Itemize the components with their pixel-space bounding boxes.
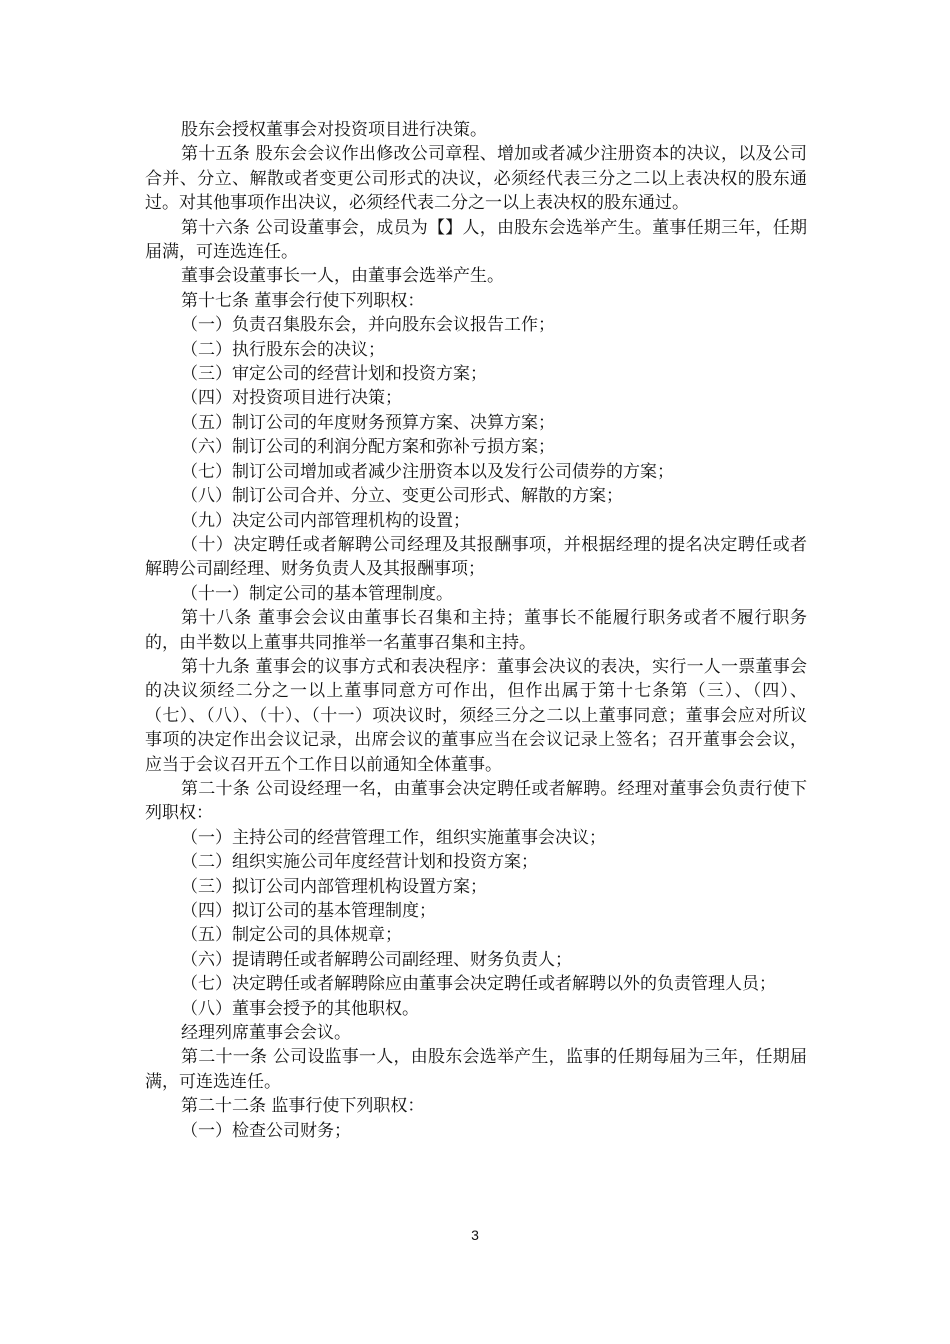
list-item: （六）制订公司的利润分配方案和弥补亏损方案； — [181, 437, 555, 458]
list-item: （五）制定公司的具体规章； — [181, 925, 402, 946]
list-item: （二）执行股东会的决议； — [181, 339, 385, 360]
page-number: 3 — [471, 1227, 479, 1243]
article-17: 第十七条 董事会行使下列职权： — [181, 290, 425, 311]
article-20: 第二十条 公司设经理一名，由董事会决定聘任或者解聘。经理对董事会负责行使下列职权： — [145, 778, 807, 824]
list-item: （三）审定公司的经营计划和投资方案； — [181, 364, 487, 385]
article-22: 第二十二条 监事行使下列职权： — [181, 1096, 425, 1117]
paragraph: 董事会设董事长一人，由董事会选举产生。 — [181, 266, 504, 287]
article-19: 第十九条 董事会的议事方式和表决程序：董事会决议的表决，实行一人一票董事会的决议须经二分之一以上董事同意方可作出，但作出属于第十七条第（三）、（四）、（七）、（八）、（十）、（十一）项决议时，须经三分之二以上董事同意；董事会应对所议事项的决定作出会议记录，出席会议的董事应当在会议记录上签名；召开董事会会议，应当于会议召开五个工作日以前通知全体董事。 — [145, 656, 807, 775]
list-item: （四）拟订公司的基本管理制度； — [181, 901, 436, 921]
list-item: （八）董事会授予的其他职权。 — [181, 998, 419, 1019]
list-item: （七）决定聘任或者解聘除应由董事会决定聘任或者解聘以外的负责管理人员； — [181, 974, 776, 995]
list-item: （一）主持公司的经营管理工作，组织实施董事会决议； — [181, 827, 606, 848]
list-item: （一）检查公司财务； — [181, 1120, 351, 1141]
list-item: （十一）制定公司的基本管理制度。 — [181, 583, 453, 604]
paragraph: 经理列席董事会会议。 — [181, 1023, 351, 1044]
article-18: 第十八条 董事会会议由董事长召集和主持；董事长不能履行职务或者不履行职务的，由半数以上董事共同推举一名董事召集和主持。 — [145, 608, 807, 653]
list-item: （七）制订公司增加或者减少注册资本以及发行公司债券的方案； — [181, 461, 674, 482]
article-15: 第十五条 股东会会议作出修改公司章程、增加或者减少注册资本的决议，以及公司合并、分立、解散或者变更公司形式的决议，必须经代表三分之二以上表决权的股东通过。对其他事项作出决议，必须经代表二分之一以上表决权的股东通过。 — [145, 144, 807, 214]
list-item: （六）提请聘任或者解聘公司副经理、财务负责人； — [181, 949, 572, 970]
list-item: （一）负责召集股东会，并向股东会议报告工作； — [181, 315, 555, 336]
paragraph: 股东会授权董事会对投资项目进行决策。 — [181, 120, 487, 140]
list-item: （四）对投资项目进行决策； — [181, 388, 402, 409]
list-item: （八）制订公司合并、分立、变更公司形式、解散的方案； — [181, 486, 623, 507]
document-body — [145, 118, 807, 1143]
list-item: （五）制订公司的年度财务预算方案、决算方案； — [181, 412, 555, 433]
list-item: （九）决定公司内部管理机构的设置； — [181, 510, 470, 531]
list-item: （三）拟订公司内部管理机构设置方案； — [181, 876, 487, 897]
article-16: 第十六条 公司设董事会，成员为【】人，由股东会选举产生。董事任期三年，任期届满，可连选连任。 — [145, 217, 807, 263]
article-21: 第二十一条 公司设监事一人，由股东会选举产生，监事的任期每届为三年，任期届满，可连选连任。 — [145, 1047, 807, 1092]
list-item: （二）组织实施公司年度经营计划和投资方案； — [181, 852, 538, 873]
list-item: （十）决定聘任或者解聘公司经理及其报酬事项，并根据经理的提名决定聘任或者解聘公司副经理、财务负责人及其报酬事项； — [145, 534, 807, 580]
